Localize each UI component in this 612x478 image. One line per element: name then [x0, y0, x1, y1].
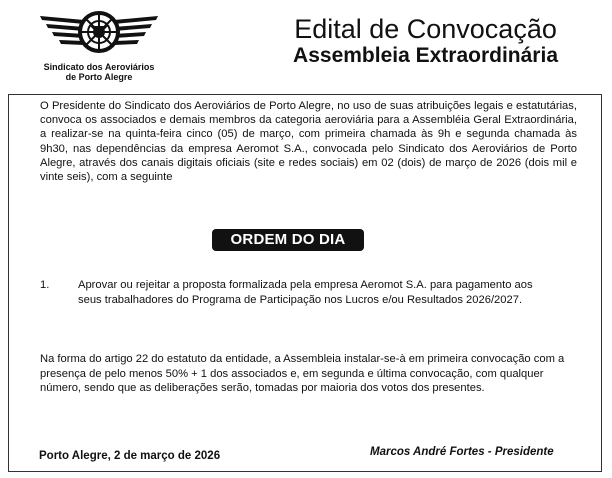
ordem-do-dia-badge: ORDEM DO DIA — [212, 229, 364, 251]
intro-paragraph: O Presidente do Sindicato dos Aeroviários de Porto Alegre, no uso de suas atribuições legais e estatutárias, convoca os associados e demais membros da categoria aeroviária para a Assembléia Geral Extraordinária, a realizar-se na quinta-feira cinco (05) de março, com primeira chamada às 9h e segunda chamada às 9h30, nas dependências da empresa Aeromot S.A., convocada pelo Sindicato dos Aeroviários de Porto Alegre, através dos canais digitais oficiais (site e redes sociais) em 02 (dois) de março de 2026 (dois mil e vinte seis), com a seguinte — [40, 100, 577, 184]
page-subtitle: Assembleia Extraordinária — [293, 44, 558, 67]
union-logo — [32, 6, 166, 86]
org-name-line1: Sindicato dos Aeroviários — [43, 62, 155, 72]
winged-emblem-icon — [32, 6, 166, 60]
header — [0, 0, 612, 92]
notice-box — [8, 94, 602, 472]
agenda-item-text: Aprovar ou rejeitar a proposta formalizada pela empresa Aeromot S.A. para pagamento aos seus trabalhadores do Programa de Participação nos Lucros e/ou Resultados 2026/2027. — [78, 279, 533, 306]
org-name-line2: de Porto Alegre — [65, 72, 133, 82]
title-block — [293, 14, 558, 68]
page-title: Edital de Convocação — [294, 14, 557, 44]
place-date: Porto Alegre, 2 de março de 2026 — [39, 450, 221, 462]
closing-paragraph: Na forma do artigo 22 do estatuto da entidade, a Assembleia instalar-se-à em primeira convocação com a presença de pelo menos 50% + 1 dos associados e, em segunda e última convocação, com qualquer número, sendo que as deliberações serão, tomadas por maioria dos votos dos presentes. — [40, 353, 565, 394]
agenda-item-number: 1. — [40, 279, 50, 291]
signature: Marcos André Fortes - Presidente — [370, 446, 554, 458]
